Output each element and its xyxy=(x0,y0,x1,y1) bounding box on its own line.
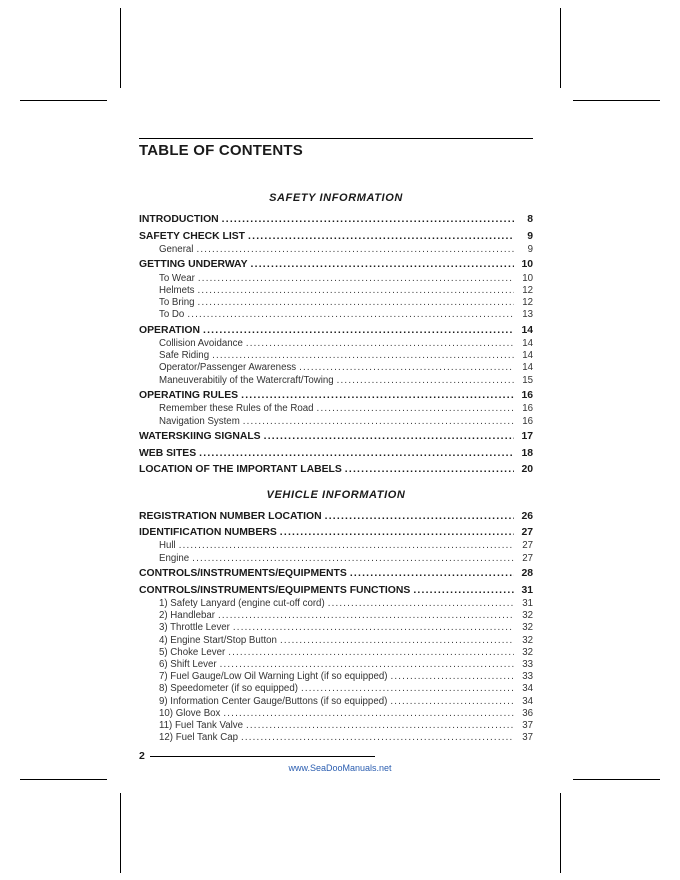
dot-leader xyxy=(337,375,514,387)
dot-leader xyxy=(317,403,514,415)
page-footer xyxy=(139,750,375,762)
toc-subentry[interactable] xyxy=(139,635,533,647)
toc-entry-page: 31 xyxy=(521,584,533,596)
toc-subentry[interactable] xyxy=(139,273,533,285)
toc-entry-page: 32 xyxy=(522,646,533,658)
dot-leader xyxy=(198,285,514,297)
toc-entry-page: 9 xyxy=(527,243,533,255)
crop-mark xyxy=(120,8,121,88)
toc-entry-page: 10 xyxy=(522,272,533,284)
toc-subentry[interactable] xyxy=(139,362,533,374)
toc-subentry[interactable] xyxy=(139,375,533,387)
toc-subentry[interactable] xyxy=(139,696,533,708)
dot-leader xyxy=(220,659,514,671)
section-heading-safety: SAFETY INFORMATION xyxy=(269,192,403,204)
dot-leader xyxy=(251,258,514,272)
toc-entry-label: 10) Glove Box xyxy=(159,707,221,719)
toc-subentry[interactable] xyxy=(139,708,533,720)
toc-entry-label: To Do xyxy=(159,309,185,321)
dot-leader xyxy=(390,696,514,708)
toc-entry[interactable] xyxy=(139,258,533,272)
toc-entry-page: 16 xyxy=(522,415,533,427)
toc-section-safety xyxy=(139,213,533,478)
toc-entry-page: 12 xyxy=(522,297,533,309)
toc-entry[interactable] xyxy=(139,230,533,244)
dot-leader xyxy=(280,635,514,647)
toc-entry-page: 28 xyxy=(521,568,533,580)
crop-mark xyxy=(573,100,660,101)
toc-entry[interactable] xyxy=(139,510,533,524)
toc-entry-page: 14 xyxy=(522,350,533,362)
toc-entry-label: 1) Safety Lanyard (engine cut-off cord) xyxy=(159,598,325,609)
toc-entry[interactable] xyxy=(139,584,533,598)
toc-entry-label: SAFETY CHECK LIST xyxy=(139,230,246,242)
crop-mark xyxy=(120,793,121,873)
crop-mark xyxy=(20,100,107,101)
toc-entry-page: 16 xyxy=(522,403,533,415)
toc-entry-label: Collision Avoidance xyxy=(159,338,243,350)
toc-page xyxy=(139,138,533,744)
dot-leader xyxy=(212,350,514,362)
toc-entry-page: 16 xyxy=(521,390,533,401)
dot-leader xyxy=(241,732,514,744)
toc-entry-label: GETTING UNDERWAY xyxy=(139,259,248,271)
crop-mark xyxy=(20,779,107,780)
dot-leader xyxy=(198,297,514,309)
dot-leader xyxy=(345,463,514,477)
dot-leader xyxy=(413,584,514,598)
toc-entry-label: OPERATION xyxy=(139,324,200,336)
dot-leader xyxy=(299,362,514,374)
toc-entry-page: 10 xyxy=(521,259,533,271)
dot-leader xyxy=(246,338,514,350)
dot-leader xyxy=(350,567,514,581)
toc-entry-label: 12) Fuel Tank Cap xyxy=(159,732,238,744)
toc-entry[interactable] xyxy=(139,447,533,461)
toc-subentry[interactable] xyxy=(139,416,533,428)
toc-entry-page: 32 xyxy=(522,622,533,634)
toc-entry-page: 37 xyxy=(522,732,533,744)
section-heading-vehicle: VEHICLE INFORMATION xyxy=(266,488,406,501)
toc-entry-label: To Bring xyxy=(159,297,195,309)
toc-entry-page: 17 xyxy=(521,430,533,442)
toc-entry-page: 27 xyxy=(522,552,533,564)
toc-subentry[interactable] xyxy=(139,732,533,744)
toc-entry-label: To Wear xyxy=(159,272,195,284)
toc-entry-page: 20 xyxy=(521,464,533,476)
toc-entry-label: Operator/Passenger Awareness xyxy=(159,362,297,374)
toc-entry-label: Engine xyxy=(159,552,190,564)
toc-entry-label: 8) Speedometer (if so equipped) xyxy=(159,683,298,695)
toc-entry-label: Hull xyxy=(159,540,176,552)
toc-entry-label: REGISTRATION NUMBER LOCATION xyxy=(139,510,322,522)
toc-entry-page: 8 xyxy=(527,214,533,225)
toc-entry-label: 9) Information Center Gauge/Buttons (if so equipped) xyxy=(159,695,388,707)
toc-entry-page: 36 xyxy=(522,707,533,719)
page-title: TABLE OF CONTENTS xyxy=(139,142,303,159)
toc-entry-page: 13 xyxy=(522,309,533,321)
footer-rule xyxy=(150,756,375,757)
toc-subentry[interactable] xyxy=(139,309,533,321)
page-number: 2 xyxy=(139,750,145,762)
toc-subentry[interactable] xyxy=(139,610,533,622)
toc-subentry[interactable] xyxy=(139,285,533,297)
toc-entry-page: 37 xyxy=(522,719,533,731)
dot-leader xyxy=(203,324,514,338)
toc-entry-page: 18 xyxy=(521,447,533,459)
toc-entry-label: 4) Engine Start/Stop Button xyxy=(159,634,277,646)
dot-leader xyxy=(264,430,514,444)
toc-entry-page: 14 xyxy=(522,338,533,350)
toc-entry-page: 14 xyxy=(522,362,533,374)
toc-entry-label: IDENTIFICATION NUMBERS xyxy=(139,527,277,539)
toc-entry-page: 27 xyxy=(522,540,533,552)
toc-entry-page: 33 xyxy=(522,658,533,670)
toc-entry-label: CONTROLS/INSTRUMENTS/EQUIPMENTS xyxy=(139,568,347,580)
toc-entry-page: 27 xyxy=(521,527,533,539)
dot-leader xyxy=(280,526,514,540)
toc-entry-page: 34 xyxy=(522,695,533,707)
crop-mark xyxy=(573,779,660,780)
toc-entry-label: General xyxy=(159,243,194,255)
toc-entry-page: 31 xyxy=(522,598,533,609)
dot-leader xyxy=(241,389,514,403)
dot-leader xyxy=(301,683,514,695)
toc-entry-page: 34 xyxy=(522,683,533,695)
toc-entry[interactable] xyxy=(139,213,533,227)
toc-entry-label: Navigation System xyxy=(159,415,240,427)
toc-entry-label: 7) Fuel Gauge/Low Oil Warning Light (if so equipped) xyxy=(159,671,388,683)
toc-entry-label: 6) Shift Lever xyxy=(159,658,217,670)
toc-subentry[interactable] xyxy=(139,244,533,256)
toc-entry-label: 5) Choke Lever xyxy=(159,646,226,658)
toc-subentry[interactable] xyxy=(139,350,533,362)
dot-leader xyxy=(179,540,514,552)
toc-entry-page: 14 xyxy=(521,324,533,336)
dot-leader xyxy=(192,553,514,565)
toc-entry[interactable] xyxy=(139,463,533,477)
dot-leader xyxy=(222,213,514,227)
toc-entry-label: CONTROLS/INSTRUMENTS/EQUIPMENTS FUNCTIONS xyxy=(139,584,411,596)
toc-entry[interactable] xyxy=(139,526,533,540)
toc-entry-label: WATERSKIING SIGNALS xyxy=(139,430,261,442)
dot-leader xyxy=(223,708,514,720)
dot-leader xyxy=(233,622,514,634)
toc-entry-page: 26 xyxy=(521,510,533,522)
toc-entry-label: INTRODUCTION xyxy=(139,214,219,225)
toc-entry-label: Remember these Rules of the Road xyxy=(159,403,314,415)
dot-leader xyxy=(248,230,514,244)
dot-leader xyxy=(187,309,514,321)
dot-leader xyxy=(228,647,514,659)
dot-leader xyxy=(218,610,514,622)
dot-leader xyxy=(199,447,514,461)
toc-entry-page: 32 xyxy=(522,610,533,622)
toc-section-vehicle xyxy=(139,510,533,745)
toc-subentry[interactable] xyxy=(139,338,533,350)
toc-entry[interactable] xyxy=(139,430,533,444)
dot-leader xyxy=(198,273,514,285)
toc-entry-label: Safe Riding xyxy=(159,350,210,362)
toc-entry-label: Helmets xyxy=(159,284,195,296)
dot-leader xyxy=(325,510,514,524)
toc-subentry[interactable] xyxy=(139,598,533,610)
toc-subentry[interactable] xyxy=(139,403,533,415)
dot-leader xyxy=(243,416,514,428)
toc-entry-page: 15 xyxy=(522,374,533,386)
toc-subentry[interactable] xyxy=(139,622,533,634)
toc-entry-label: Maneuverabitily of the Watercraft/Towing xyxy=(159,374,334,386)
toc-entry-label: OPERATING RULES xyxy=(139,390,239,401)
watermark-link[interactable]: www.SeaDooManuals.net xyxy=(288,763,392,773)
toc-entry-label: 3) Throttle Lever xyxy=(159,622,230,634)
dot-leader xyxy=(328,598,514,610)
toc-subentry[interactable] xyxy=(139,553,533,565)
header-rule xyxy=(139,138,533,139)
toc-subentry[interactable] xyxy=(139,647,533,659)
toc-entry-label: 2) Handlebar xyxy=(159,610,216,622)
dot-leader xyxy=(391,671,515,683)
toc-subentry[interactable] xyxy=(139,683,533,695)
toc-subentry[interactable] xyxy=(139,720,533,732)
dot-leader xyxy=(246,720,514,732)
toc-entry-label: 11) Fuel Tank Valve xyxy=(159,719,244,731)
toc-entry-label: WEB SITES xyxy=(139,447,197,459)
toc-entry[interactable] xyxy=(139,567,533,581)
dot-leader xyxy=(196,244,514,256)
toc-entry-page: 33 xyxy=(522,671,533,683)
toc-entry-page: 9 xyxy=(527,230,533,242)
crop-mark xyxy=(560,8,561,88)
toc-subentry[interactable] xyxy=(139,659,533,671)
toc-entry[interactable] xyxy=(139,389,533,403)
toc-subentry[interactable] xyxy=(139,540,533,552)
toc-subentry[interactable] xyxy=(139,671,533,683)
toc-entry-label: LOCATION OF THE IMPORTANT LABELS xyxy=(139,464,342,476)
toc-entry[interactable] xyxy=(139,324,533,338)
toc-entry-page: 32 xyxy=(522,634,533,646)
crop-mark xyxy=(560,793,561,873)
toc-entry-page: 12 xyxy=(522,284,533,296)
toc-subentry[interactable] xyxy=(139,297,533,309)
